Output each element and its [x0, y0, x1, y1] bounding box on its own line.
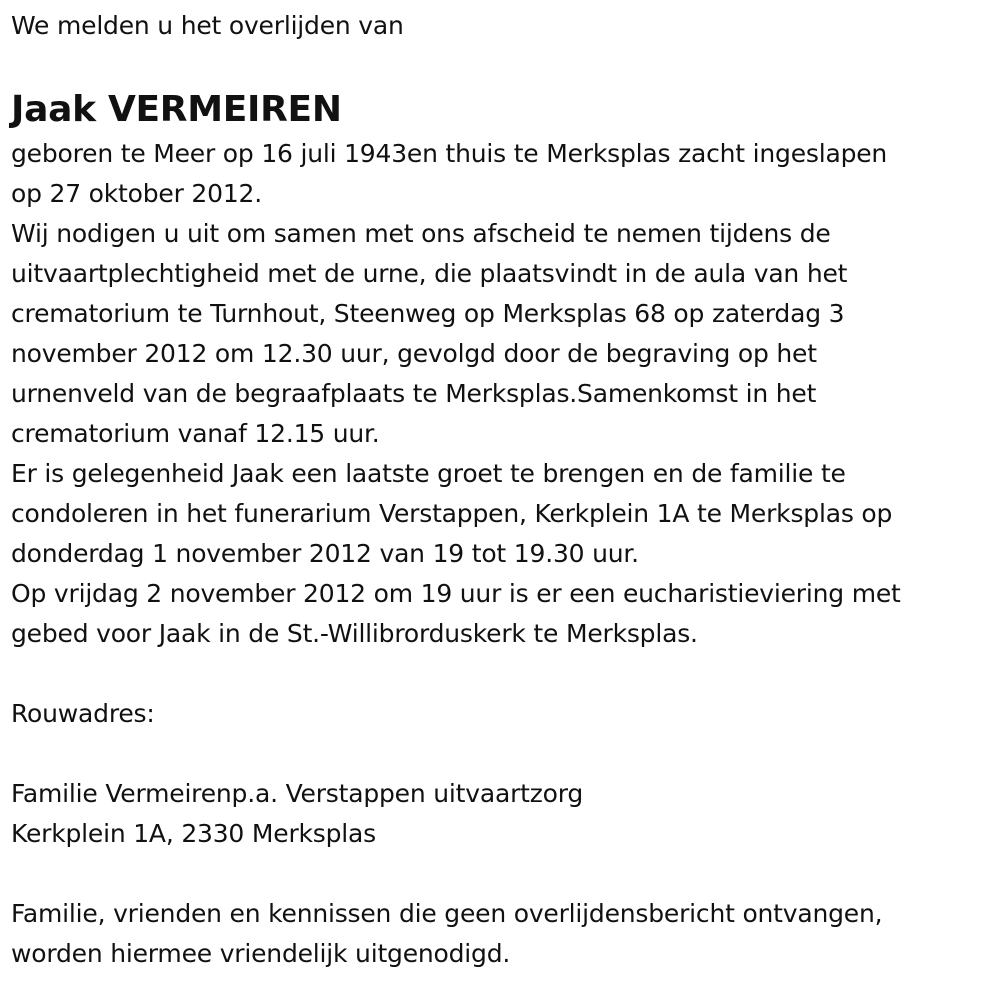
ceremony-line: urnenveld van de begraafplaats te Merksplas.Samenkomst in het [11, 379, 817, 408]
address-line: Familie Vermeirenp.a. Verstappen uitvaartzorg [11, 779, 584, 808]
obituary-notice [11, 8, 986, 974]
address-block [11, 774, 986, 854]
address-line: Kerkplein 1A, 2330 Merksplas [11, 819, 376, 848]
mass-paragraph [11, 574, 986, 654]
birth-death-paragraph [11, 134, 986, 214]
ceremony-paragraph [11, 214, 986, 454]
ceremony-line: crematorium vanaf 12.15 uur. [11, 419, 380, 448]
deceased-name: Jaak VERMEIREN [11, 89, 342, 130]
closing-line: Familie, vrienden en kennissen die geen overlijdensbericht ontvangen, [11, 899, 883, 928]
spacer [11, 854, 986, 894]
viewing-line: Er is gelegenheid Jaak een laatste groet te brengen en de familie te [11, 459, 846, 488]
spacer [11, 654, 986, 694]
mass-line: Op vrijdag 2 november 2012 om 19 uur is er een eucharistieviering met [11, 579, 901, 608]
ceremony-line: november 2012 om 12.30 uur, gevolgd door de begraving op het [11, 339, 817, 368]
viewing-paragraph [11, 454, 986, 574]
closing-paragraph [11, 894, 986, 974]
spacer [11, 734, 986, 774]
ceremony-line: Wij nodigen u uit om samen met ons afscheid te nemen tijdens de [11, 219, 831, 248]
closing-line: worden hiermee vriendelijk uitgenodigd. [11, 939, 511, 968]
ceremony-line: uitvaartplechtigheid met de urne, die plaatsvindt in de aula van het [11, 259, 848, 288]
mass-line: gebed voor Jaak in de St.-Willibrorduskerk te Merksplas. [11, 619, 698, 648]
viewing-line: donderdag 1 november 2012 van 19 tot 19.30 uur. [11, 539, 639, 568]
birth-death-line: geboren te Meer op 16 juli 1943en thuis te Merksplas zacht ingeslapen [11, 139, 888, 168]
address-label: Rouwadres: [11, 699, 155, 728]
birth-death-line: op 27 oktober 2012. [11, 179, 262, 208]
ceremony-line: crematorium te Turnhout, Steenweg op Merksplas 68 op zaterdag 3 [11, 299, 845, 328]
intro-text: We melden u het overlijden van [11, 11, 404, 40]
viewing-line: condoleren in het funerarium Verstappen, Kerkplein 1A te Merksplas op [11, 499, 893, 528]
